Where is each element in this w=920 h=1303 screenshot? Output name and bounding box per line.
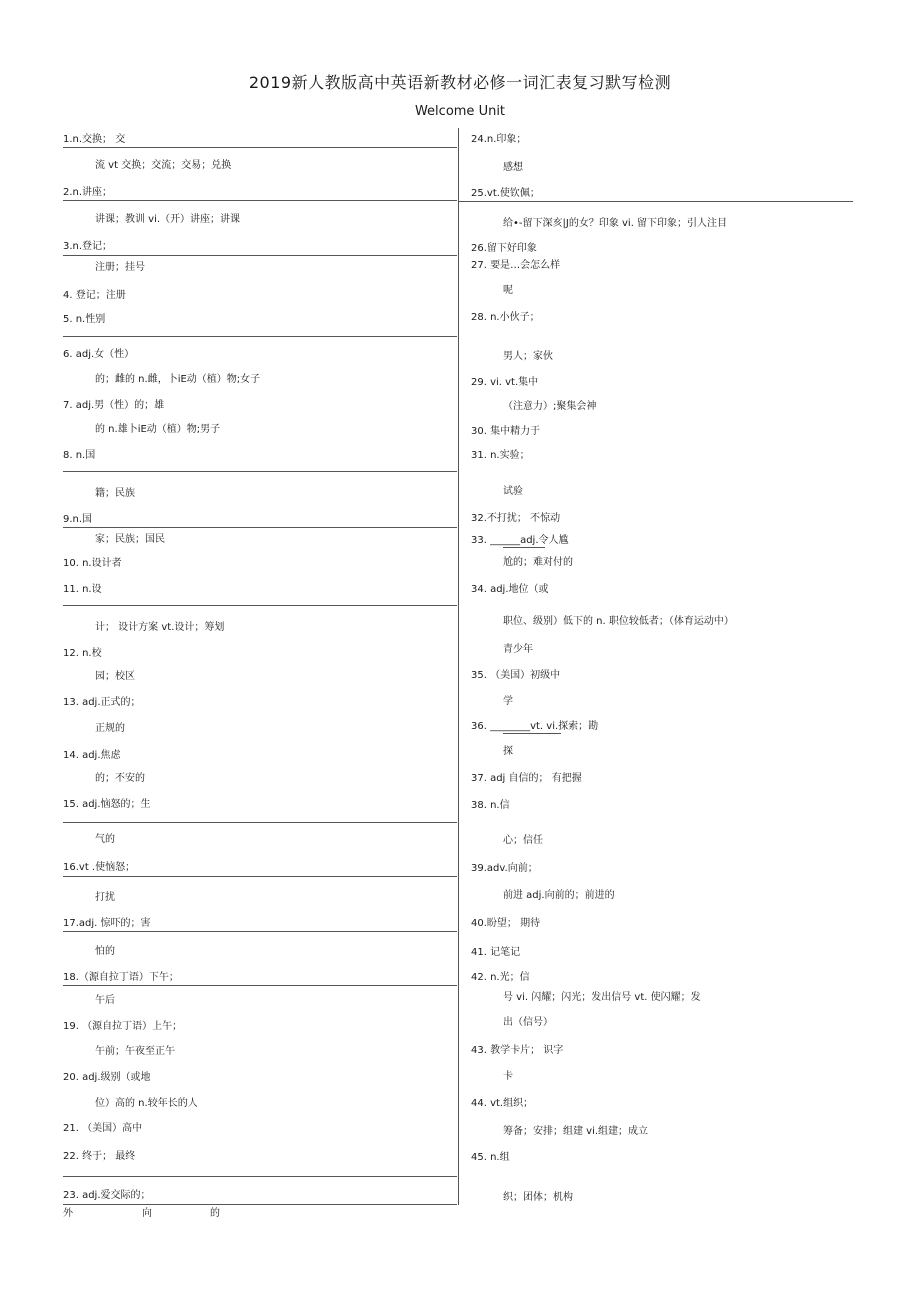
- rule-line: [63, 147, 457, 148]
- vocab-entry-line: 27. 要是…会怎么样: [471, 260, 561, 271]
- vocab-entry-line: 计； 设计方案 vt.设计；筹划: [95, 622, 225, 633]
- rule-line: [63, 527, 457, 528]
- rule-line: [63, 1204, 457, 1205]
- footer-token: 外: [63, 1208, 73, 1219]
- vocab-entry-line: 34. adj.地位（或: [471, 584, 549, 595]
- footer-token: 向: [142, 1208, 152, 1219]
- vocab-entry-line: 1.n.交换； 交: [63, 134, 126, 145]
- vocab-entry-line: 24.n.印象；: [471, 134, 527, 145]
- rule-line: [63, 471, 457, 472]
- vocab-entry-line: 12. n.校: [63, 648, 102, 659]
- vocab-entry-line: 26.留下好印象: [471, 243, 537, 254]
- vocab-entry-line: 职位、级别）低下的 n. 职位较低者；（体育运动中）: [503, 616, 734, 627]
- vocab-entry-line: 流 vt 交换；交流；交易；兑换: [95, 160, 232, 171]
- rule-line: [63, 336, 457, 337]
- unit-subtitle: Welcome Unit: [414, 104, 506, 119]
- rule-line: [63, 255, 457, 256]
- vocab-entry-line: 前进 adj.向前的；前进的: [503, 890, 615, 901]
- vocab-entry-line: 感想: [503, 162, 523, 173]
- vocab-entry-line: 青少年: [503, 644, 533, 655]
- vocab-entry-line: 15. adj.恼怒的；生: [63, 799, 151, 810]
- vocab-entry-line: 位）高的 n.较年长的人: [95, 1098, 198, 1109]
- vocab-entry-line: 30. 集中精力于: [471, 426, 541, 437]
- vocab-entry-line: 家；民族；国民: [95, 534, 165, 545]
- vocab-entry-line: 讲课；教训 vi.（开）讲座；讲课: [95, 214, 241, 225]
- vocab-entry-line: 39.adv.向前；: [471, 863, 538, 874]
- vocab-entry-line: 42. n.光；信: [471, 972, 530, 983]
- vocab-entry-line: 23. adj.爱交际的；: [63, 1190, 151, 1201]
- vocab-entry-line: 午前；午夜至正午: [95, 1046, 175, 1057]
- vocab-entry-line: 男人；家伙: [503, 351, 553, 362]
- vocab-entry-line: 11. n.设: [63, 584, 102, 595]
- vocab-entry-line: 2.n.讲座；: [63, 187, 113, 198]
- vocab-entry-line: 给•-留下深亥|J的女？印象 vi. 留下印象；引人注目: [503, 218, 728, 229]
- vocab-entry-line: 打扰: [95, 892, 115, 903]
- vocab-entry-line: 13. adj.正式的；: [63, 697, 141, 708]
- column-divider: [458, 128, 459, 1205]
- vocab-entry-line: 4. 登记；注册: [63, 290, 126, 301]
- rule-line: [63, 1176, 457, 1177]
- vocab-entry-line: 织；团体；机构: [503, 1192, 573, 1203]
- vocab-entry-line: 8. n.国: [63, 450, 96, 461]
- vocab-entry-line: 筹备；安排；组建 vi.组建；成立: [503, 1126, 649, 1137]
- vocab-entry-line: 36. ________vt. vi.探索；勘: [471, 721, 599, 732]
- vocab-entry-line: 的 n.雄卜iE动（植）物;男子: [95, 424, 221, 435]
- vocab-entry-line: 的；雌的 n.雌，卜iE动（植）物;女子: [95, 374, 261, 385]
- vocab-entry-line: 怕的: [95, 946, 115, 957]
- vocab-entry-line: 心；信任: [503, 835, 543, 846]
- vocab-entry-line: 出（信号）: [503, 1017, 553, 1028]
- vocab-entry-line: 33. ______adj.令人尴: [471, 535, 569, 546]
- footer-token: 的: [210, 1208, 220, 1219]
- vocab-entry-line: 午后: [95, 995, 115, 1006]
- vocab-entry-line: 9.n.国: [63, 514, 93, 525]
- vocab-entry-line: 卡: [503, 1071, 513, 1082]
- rule-line: [63, 876, 457, 877]
- vocab-entry-line: 20. adj.级别（或地: [63, 1072, 151, 1083]
- vocab-entry-line: 园；校区: [95, 671, 135, 682]
- vocab-entry-line: 的；不安的: [95, 773, 145, 784]
- vocab-entry-line: 29. vi. vt.集中: [471, 377, 539, 388]
- vocab-entry-line: 3.n.登记；: [63, 241, 113, 252]
- vocab-entry-line: 7. adj.男（性）的；雄: [63, 400, 165, 411]
- vocab-entry-line: 35. （美国）初级中: [471, 670, 561, 681]
- vocab-entry-line: 45. n.组: [471, 1152, 510, 1163]
- rule-line: [63, 931, 457, 932]
- vocab-entry-line: 44. vt.组织；: [471, 1098, 534, 1109]
- page-title: 2019新人教版高中英语新教材必修一词汇表复习默写检测: [248, 73, 672, 92]
- rule-line: [63, 985, 457, 986]
- vocab-entry-line: 16.vt .使恼怒；: [63, 862, 136, 873]
- vocab-entry-line: 籍；民族: [95, 488, 135, 499]
- vocab-entry-line: 25.vt.使钦佩；: [471, 188, 540, 199]
- vocab-entry-line: 学: [503, 696, 513, 707]
- vocab-entry-line: 号 vi. 闪耀；闪光；发出信号 vt. 使闪耀；发: [503, 992, 701, 1003]
- rule-line: [63, 605, 457, 606]
- vocab-entry-line: 37. adj 自信的； 有把握: [471, 773, 582, 784]
- vocab-entry-line: 呢: [503, 285, 513, 296]
- vocab-entry-line: 5. n.性别: [63, 314, 106, 325]
- vocab-entry-line: 6. adj.女（性）: [63, 349, 135, 360]
- vocab-entry-line: 尬的；难对付的: [503, 557, 573, 568]
- rule-line: [459, 201, 853, 202]
- vocab-entry-line: 38. n.信: [471, 800, 510, 811]
- vocab-entry-line: 正规的: [95, 723, 125, 734]
- vocab-entry-line: 注册；挂号: [95, 262, 145, 273]
- vocab-entry-line: 14. adj.焦虑: [63, 750, 121, 761]
- vocab-entry-line: 22. 终于； 最终: [63, 1151, 136, 1162]
- vocab-entry-line: 21. （美国）高中: [63, 1123, 143, 1134]
- vocab-entry-line: （注意力）;聚集会神: [503, 401, 597, 412]
- vocab-entry-line: 28. n.小伙子；: [471, 312, 540, 323]
- vocab-entry-line: 18.（源自拉丁语）下午；: [63, 972, 179, 983]
- vocab-entry-line: 40.盼望； 期待: [471, 918, 541, 929]
- vocab-entry-line: 试验: [503, 486, 523, 497]
- vocab-entry-line: 10. n.设计者: [63, 558, 122, 569]
- rule-line: [63, 822, 457, 823]
- vocab-entry-line: 41. 记笔记: [471, 947, 521, 958]
- vocab-entry-line: 19. （源自拉丁语）上午；: [63, 1021, 183, 1032]
- rule-line: [63, 200, 457, 201]
- vocab-entry-line: 31. n.实验；: [471, 450, 530, 461]
- vocab-entry-line: 43. 教学卡片； 识字: [471, 1045, 564, 1056]
- vocab-entry-line: 探: [503, 746, 513, 757]
- vocab-entry-line: 32.不打扰； 不惊动: [471, 513, 561, 524]
- vocab-entry-line: 17.adj. 惊吓的；害: [63, 918, 151, 929]
- vocab-entry-line: 气的: [95, 834, 115, 845]
